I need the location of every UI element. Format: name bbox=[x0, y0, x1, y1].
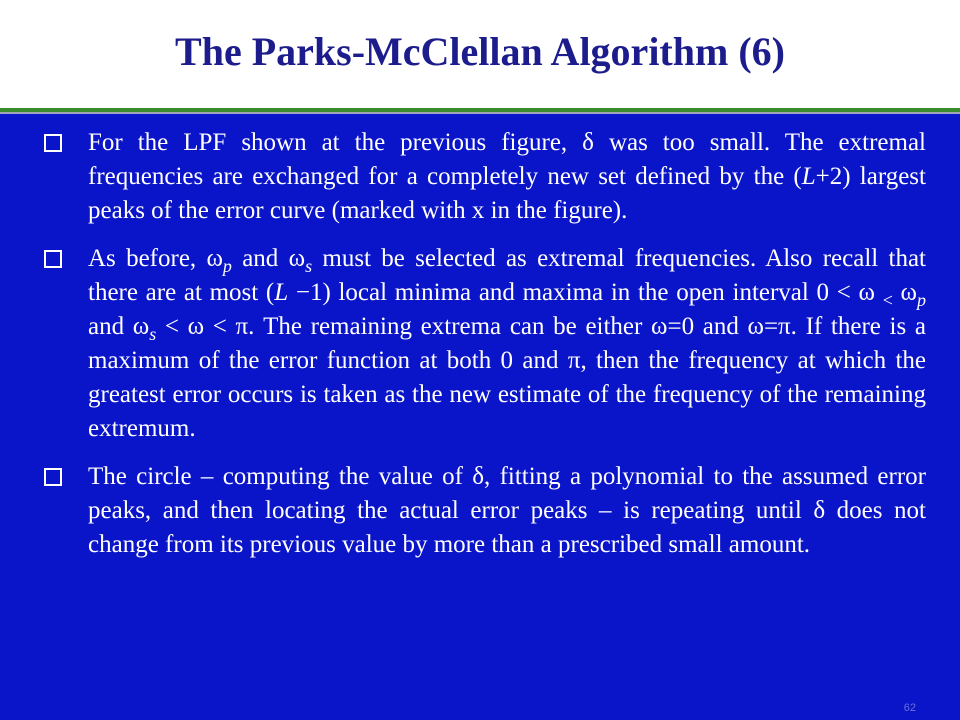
math-subscript: < bbox=[882, 290, 893, 310]
bullet-text-segment: +2) largest peaks of the error curve (marked with x in the figure). bbox=[88, 163, 926, 224]
math-subscript: s bbox=[149, 324, 157, 344]
bullet-text-segment: For the LPF shown at the previous figure, δ was too small. The extremal frequencies are exchanged for a completely new set defined by the ( bbox=[88, 129, 926, 190]
bullet-text-segment: The circle – computing the value of δ, fitting a polynomial to the assumed error peaks, and then locating the actual error peaks – is repeating until δ does not change from its previous value by more than a prescribed small amount. bbox=[88, 463, 926, 558]
slide-header bbox=[0, 0, 960, 108]
hollow-square-icon bbox=[44, 250, 62, 268]
math-subscript: s bbox=[305, 256, 313, 276]
bullet-item bbox=[44, 126, 926, 228]
slide-title: The Parks-McClellan Algorithm (6) bbox=[175, 29, 785, 74]
bullet-text-segment: ω bbox=[892, 279, 917, 306]
bullet-text-segment: and ω bbox=[88, 313, 150, 340]
bullet-list bbox=[44, 126, 926, 576]
bullet-text bbox=[88, 463, 926, 558]
bullet-text-segment: −1) local minima and maxima in the open interval 0 < ω bbox=[288, 279, 883, 306]
bullet-text bbox=[88, 245, 926, 442]
slide-body bbox=[0, 114, 960, 720]
bullet-text-segment: must be selected as extremal frequencies. Also recall that there are at most ( bbox=[88, 245, 926, 306]
math-variable: L bbox=[801, 163, 816, 190]
bullet-text-segment: < ω < π. The remaining extrema can be either ω=0 and ω=π. If there is a maximum of the error function at both 0 and π, then the frequency at which the greatest error occurs is taken as the new estimate of the frequency of the remaining extremum. bbox=[88, 313, 926, 442]
hollow-square-icon bbox=[44, 134, 62, 152]
bullet-text-segment: and ω bbox=[231, 245, 306, 272]
bullet-text-segment: As before, ω bbox=[88, 245, 223, 272]
bullet-text bbox=[88, 129, 926, 224]
hollow-square-icon bbox=[44, 468, 62, 486]
math-subscript: p bbox=[917, 290, 926, 310]
page-number: 62 bbox=[903, 702, 916, 714]
math-variable: L bbox=[274, 279, 289, 306]
bullet-item bbox=[44, 460, 926, 562]
bullet-item bbox=[44, 242, 926, 446]
math-subscript: p bbox=[222, 256, 232, 276]
